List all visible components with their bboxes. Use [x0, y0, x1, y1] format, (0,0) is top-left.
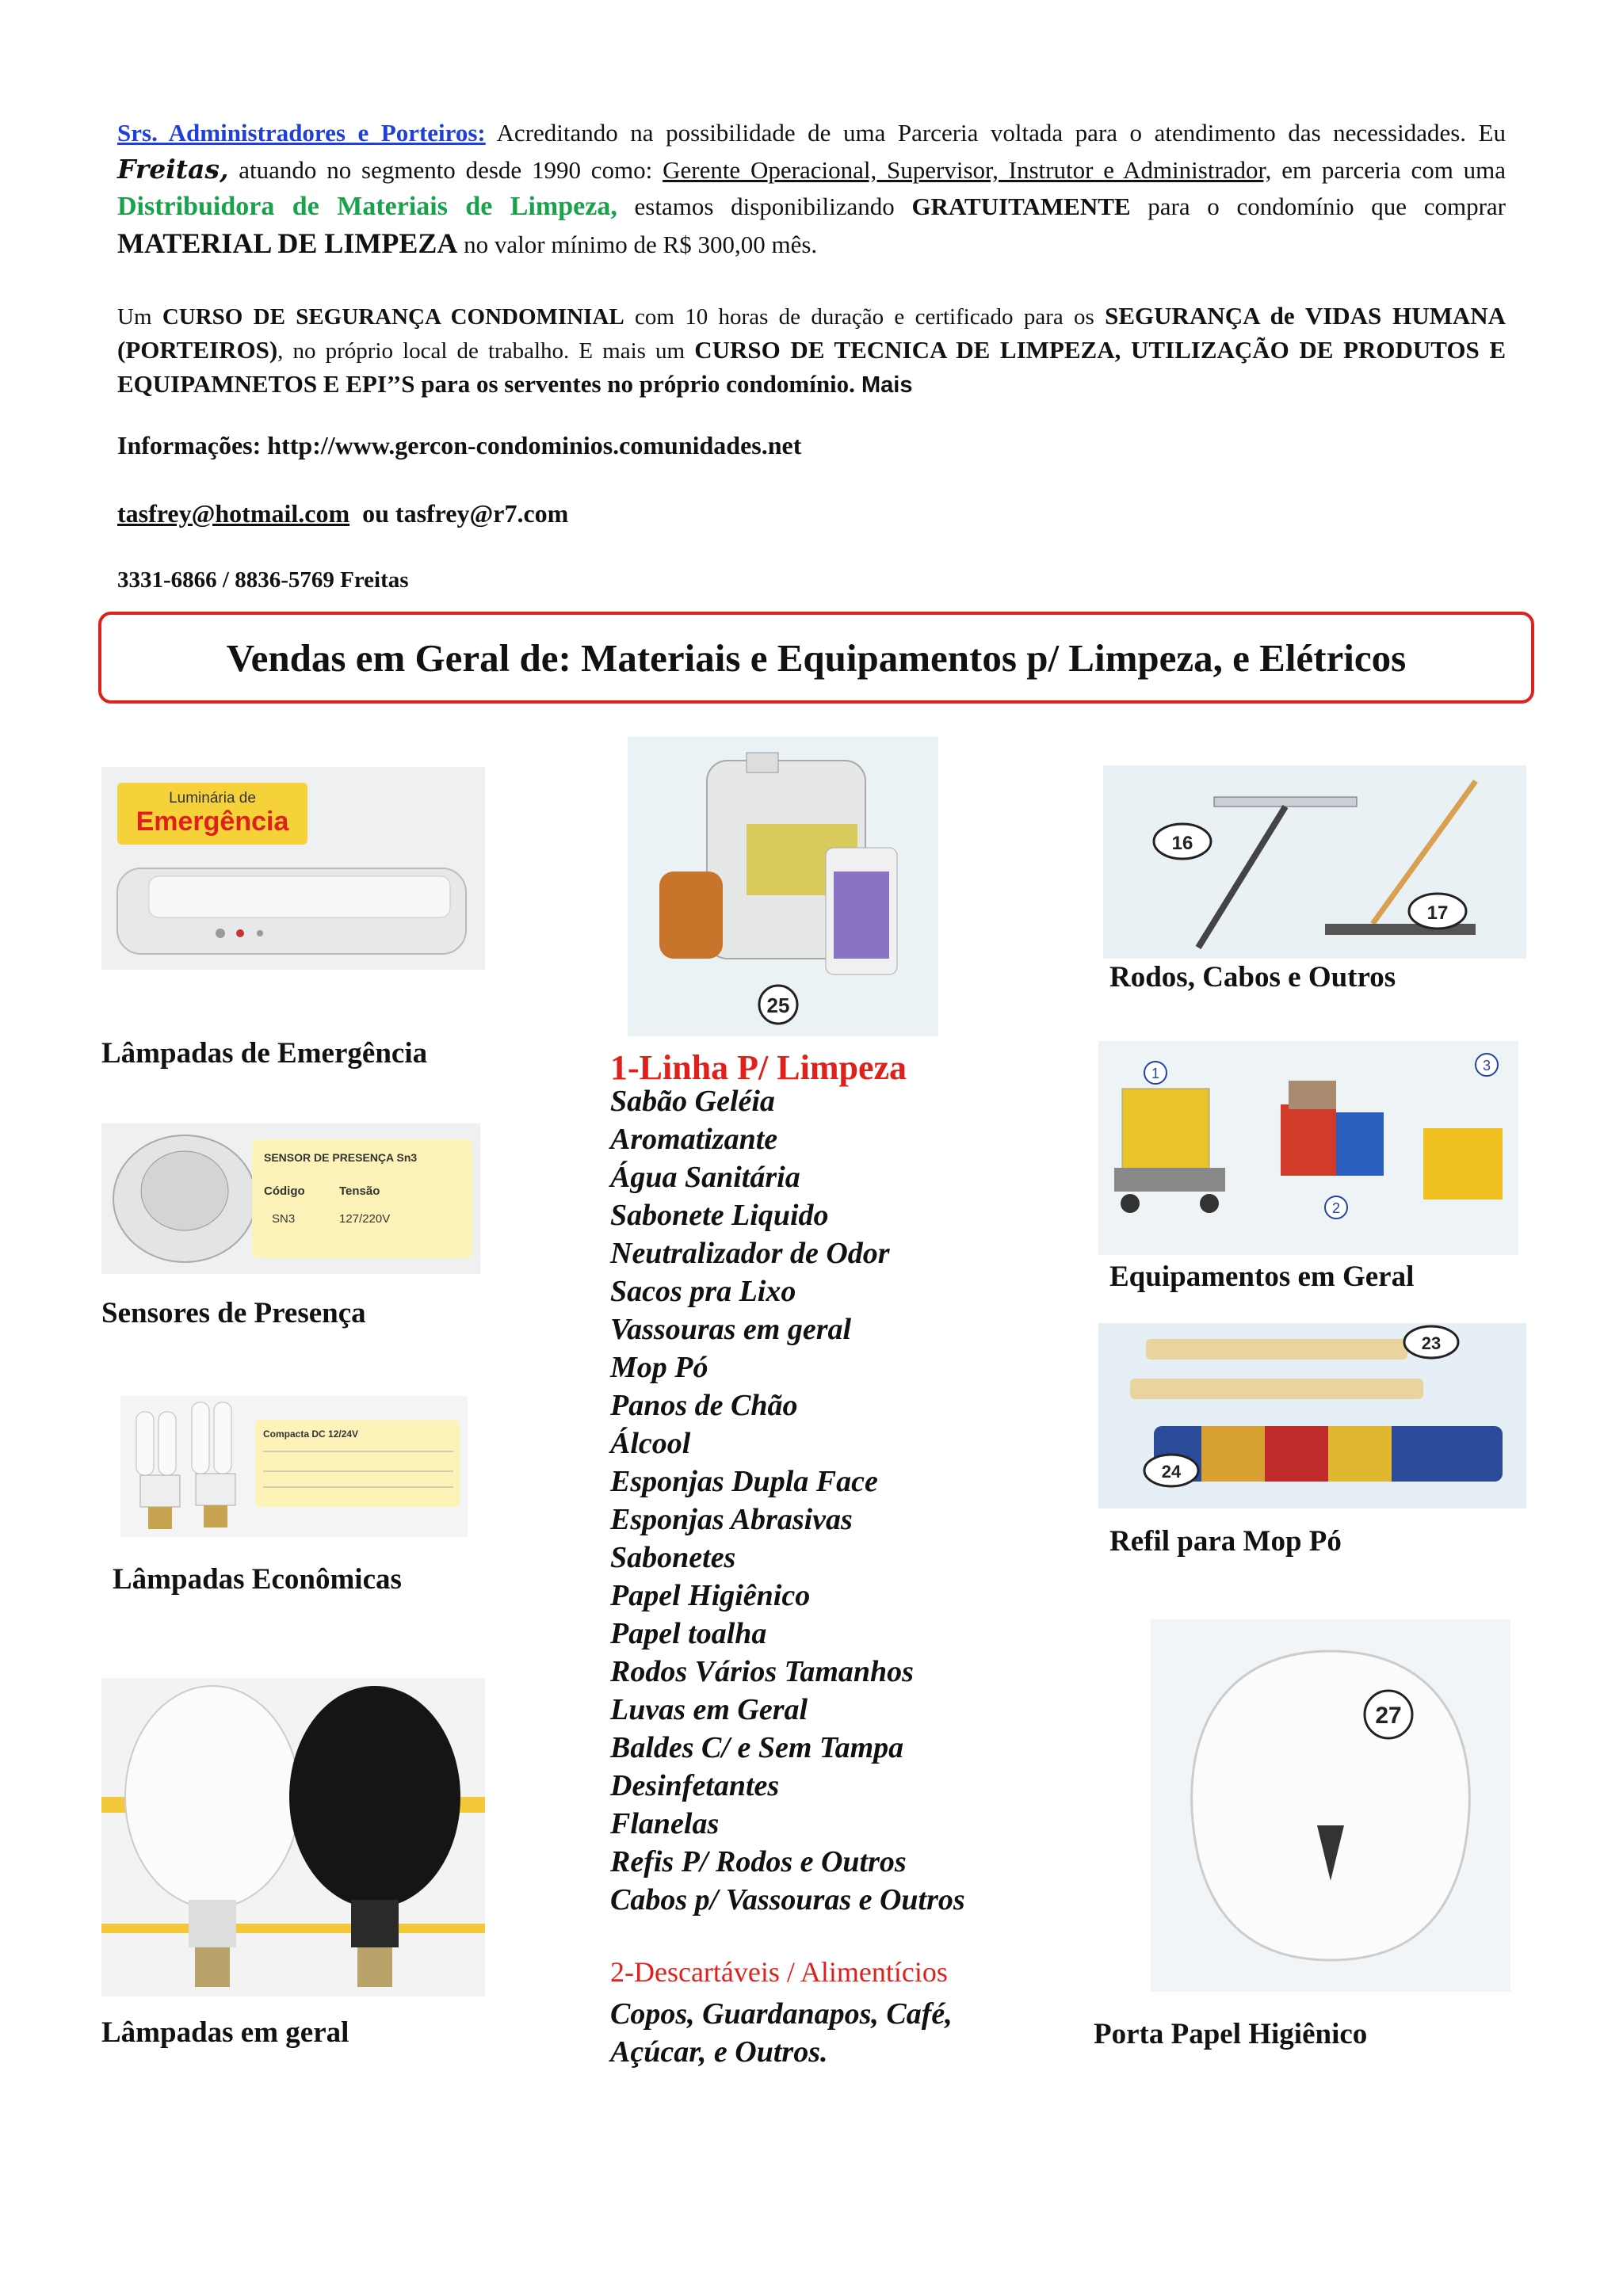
email-line: [117, 499, 568, 528]
intro-text-4: estamos disponibilizando: [617, 193, 912, 220]
equipamentos-icon: [1098, 1041, 1518, 1255]
badge-24: 24: [1161, 1462, 1182, 1482]
list-item: Aromatizante: [610, 1123, 778, 1156]
cleaning-products-image: [628, 737, 938, 1036]
list-item: Refis P/ Rodos e Outros: [610, 1845, 907, 1878]
email-r7[interactable]: ou tasfrey@r7.com: [362, 499, 569, 528]
badge-16: 16: [1171, 833, 1193, 854]
curso-mais: Mais: [854, 372, 913, 398]
emergencia-top-label: Luminária de: [169, 790, 256, 807]
sensor-icon: [101, 1123, 480, 1274]
list-item: Cabos p/ Vassouras e Outros: [610, 1883, 965, 1917]
roles: Gerente Operacional, Supervisor, Instrutor e Administrador,: [663, 156, 1272, 184]
emergency-light-image: [101, 767, 485, 970]
linha-title: 1-Linha P/ Limpeza: [610, 1048, 907, 1087]
list-item: Panos de Chão: [610, 1389, 798, 1422]
rodos-icon: [1103, 765, 1526, 959]
list-item: Álcool: [610, 1427, 691, 1460]
list-item: Desinfetantes: [610, 1769, 780, 1802]
list-item: Açúcar, e Outros.: [610, 2035, 828, 2069]
porta-papel-icon: [1151, 1619, 1510, 1992]
sensor-v1: SN3: [272, 1212, 296, 1226]
list-item: Flanelas: [610, 1807, 720, 1840]
sensor-title: SENSOR DE PRESENÇA Sn3: [264, 1151, 418, 1164]
banner-title: Vendas em Geral de: Materiais e Equipamentos p/ Limpeza, e Elétricos: [226, 635, 1407, 680]
descartaveis-list: [610, 1995, 953, 2071]
salutation: Srs. Administradores e Porteiros:: [117, 119, 486, 147]
intro-text-6: no valor mínimo de R$ 300,00 mês.: [457, 231, 818, 258]
list-item: Papel toalha: [610, 1617, 767, 1650]
sensor-h1: Código: [264, 1184, 305, 1198]
author-name: Freitas,: [117, 154, 229, 185]
curso-text-1: com 10 horas de duração e certificado para os: [624, 304, 1106, 330]
caption-sensores-presenca: Sensores de Presença: [101, 1297, 366, 1329]
list-item: Esponjas Abrasivas: [610, 1503, 853, 1536]
material-limpeza: MATERIAL DE LIMPEZA: [117, 227, 458, 259]
cleaning-products-icon: [628, 737, 938, 1036]
caption-lampadas-emergencia: Lâmpadas de Emergência: [101, 1037, 428, 1070]
phone: 3331-6866 / 8836-5769 Freitas: [117, 567, 409, 593]
badge-3: 3: [1482, 1058, 1491, 1074]
badge-23: 23: [1421, 1333, 1442, 1353]
list-item: Esponjas Dupla Face: [610, 1465, 878, 1498]
badge-17: 17: [1426, 902, 1449, 924]
sensor-image: [101, 1123, 480, 1274]
list-item: Sabão Geléia: [610, 1085, 775, 1118]
seguranca-vidas: SEGURANÇA de VIDAS HUMANA (PORTEIROS): [117, 302, 1507, 364]
list-item: Sacos pra Lixo: [610, 1275, 796, 1308]
curso-tecnica: CURSO DE TECNICA DE LIMPEZA, UTILIZAÇÃO DE PRODUTOS E EQUIPAMNETOS E EPI’’S para os serventes no próprio condomínio.: [117, 336, 1506, 398]
badge-2: 2: [1331, 1200, 1341, 1216]
list-item: Sabonetes: [610, 1541, 736, 1574]
sensor-h2: Tensão: [339, 1184, 380, 1198]
badge-1: 1: [1151, 1066, 1160, 1081]
emergency-light-icon: [101, 767, 485, 970]
intro-text-1: Acreditando na possibilidade de uma Parceria voltada para o atendimento das necessidades. Eu: [485, 119, 1506, 147]
list-item: Rodos Vários Tamanhos: [610, 1655, 914, 1688]
equipamentos-image: [1098, 1041, 1518, 1255]
porta-papel-image: [1151, 1619, 1510, 1992]
gratuitamente: GRATUITAMENTE: [911, 193, 1131, 220]
refil-mop-icon: [1098, 1323, 1526, 1508]
intro-text-2: atuando no segmento desde 1990 como:: [228, 156, 663, 184]
sensor-v2: 127/220V: [339, 1212, 391, 1226]
general-lamps-image: [101, 1678, 485, 1997]
caption-refil-mop: Refil para Mop Pó: [1109, 1525, 1342, 1558]
compacta-title: Compacta DC 12/24V: [263, 1428, 359, 1440]
caption-porta-papel: Porta Papel Higiênico: [1094, 2018, 1368, 2050]
info-url[interactable]: Informações: http://www.gercon-condominios.comunidades.net: [117, 431, 802, 460]
compact-lamp-icon: [120, 1396, 468, 1537]
badge-27: 27: [1375, 1703, 1402, 1729]
list-item: Luvas em Geral: [610, 1693, 808, 1726]
list-item: Copos, Guardanapos, Café,: [610, 1997, 953, 2031]
curso-um: Um: [117, 304, 162, 330]
list-item: Baldes C/ e Sem Tampa: [610, 1731, 904, 1764]
descartaveis-title: 2-Descartáveis / Alimentícios: [610, 1956, 948, 1988]
list-item: Mop Pó: [610, 1351, 708, 1384]
general-lamps-icon: [101, 1678, 485, 1997]
caption-equipamentos: Equipamentos em Geral: [1109, 1261, 1415, 1293]
distribuidora: Distribuidora de Materiais de Limpeza,: [117, 192, 617, 221]
refil-mop-image: [1098, 1323, 1526, 1508]
list-item: Papel Higiênico: [610, 1579, 811, 1612]
list-item: Neutralizador de Odor: [610, 1237, 890, 1270]
rodos-image: [1103, 765, 1526, 959]
caption-lampadas-economicas: Lâmpadas Econômicas: [113, 1563, 402, 1596]
curso-text-2: , no próprio local de trabalho. E mais um: [277, 338, 695, 364]
caption-lampadas-geral: Lâmpadas em geral: [101, 2016, 349, 2049]
intro-paragraph: [117, 115, 1506, 263]
intro-text-3: em parceria com uma: [1271, 156, 1507, 184]
emergencia-main-label: Emergência: [136, 807, 289, 837]
badge-25: 25: [766, 994, 790, 1017]
curso-seguranca: CURSO DE SEGURANÇA CONDOMINIAL: [162, 304, 624, 330]
list-item: Água Sanitária: [610, 1161, 800, 1194]
list-item: Sabonete Liquido: [610, 1199, 829, 1232]
curso-paragraph: [117, 299, 1506, 402]
list-item: Vassouras em geral: [610, 1313, 852, 1346]
compact-lamp-image: [120, 1396, 468, 1537]
linha-list: [610, 1082, 965, 1919]
email-hotmail[interactable]: tasfrey@hotmail.com: [117, 499, 350, 528]
caption-rodos: Rodos, Cabos e Outros: [1109, 961, 1396, 994]
intro-text-5: para o condomínio que comprar: [1130, 193, 1506, 220]
